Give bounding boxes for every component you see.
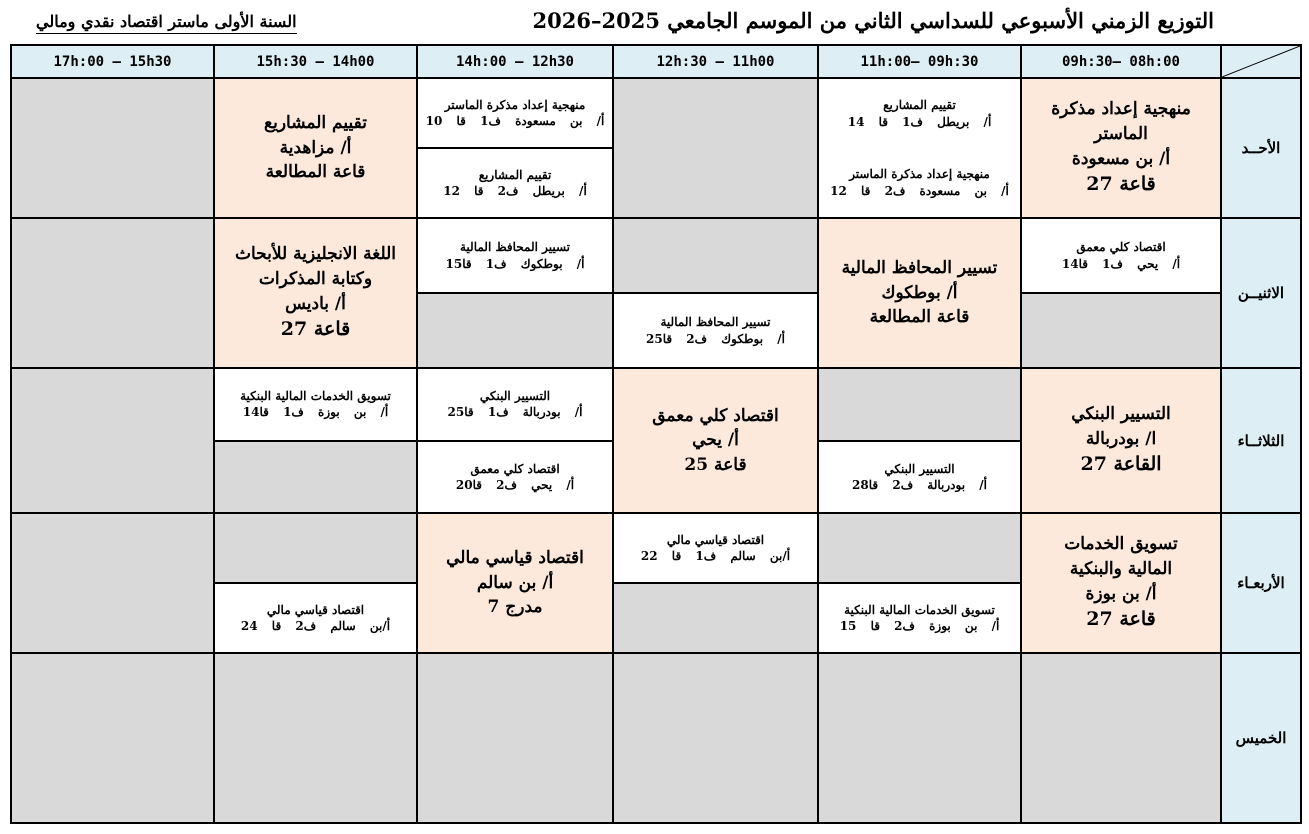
group-session [215,369,416,440]
time-slot-1: 09h:30– 08h:00 [1021,45,1221,78]
group-session [819,97,1020,129]
page-title: التوزيع الزمني الأسبوعي للسداسي الثاني من الموسم الجامعي 2025–2026 [532,8,1214,33]
day-monday: الاثنيــن [1221,218,1301,368]
split-cell [613,513,818,653]
group-info: أ/ بن بوزة ف2 قا 15 [839,619,1000,633]
course-name: منهجية إعداد مذكرة الماستر [849,167,990,182]
group-session [614,514,817,582]
group-session [215,582,416,652]
class-cell [214,218,417,368]
page-subtitle: السنة الأولى ماستر اقتصاد نقدي ومالي [36,12,297,34]
time-header-row [11,45,1301,78]
teacher: أ/ باديس [285,293,346,314]
course-name: اقتصاد كلي معمق [470,461,560,476]
group-session [418,369,612,440]
empty-half [614,582,817,652]
row-wednesday [11,513,1301,653]
group-info: أ/ بن مسعودة ف1 قا 10 [425,114,605,128]
empty-half [614,219,817,292]
course-name: تسيير المحافظ المالية [660,315,771,330]
empty-half [418,292,612,367]
course-name: تقييم المشاريع [264,113,367,134]
course-name: تسويق الخدمات المالية البنكية [240,389,391,404]
room: القاعة 27 [1080,453,1162,476]
course-name-cont: المالية والبنكية [1069,558,1173,579]
group-session [819,166,1020,198]
group-info: أ/ بن مسعودة ف2 قا 12 [830,183,1009,198]
empty-cell [11,368,214,513]
group-info: أ/ بوطكوك ف2 قا25 [646,331,785,346]
course-name: اقتصاد كلي معمق [652,405,779,426]
group-session [614,292,817,367]
split-cell [214,368,417,513]
course-name: اللغة الانجليزية للأبحاث [234,244,396,265]
time-slot-3: 12h:30 – 11h00 [613,45,818,78]
course-name: التسيير البنكي [1071,404,1171,425]
group-session [418,219,612,292]
teacher: أ/ مزاهدية [279,137,352,158]
course-name: التسيير البنكي [479,389,551,404]
row-tuesday [11,368,1301,513]
teacher: أ/ يحي [692,430,739,451]
teacher: أ/ بن بوزة [1085,583,1157,604]
empty-cell [417,653,613,823]
day-thursday: الخميس [1221,653,1301,823]
group-session [418,79,612,147]
teacher: أ/ بن سالم [476,572,554,593]
room: قاعة المطالعة [869,307,970,328]
group-info: أ/ بن بوزة ف1 قا14 [242,405,389,420]
class-cell [214,78,417,218]
empty-cell [818,653,1021,823]
day-sunday: الأحــد [1221,78,1301,218]
empty-cell [1021,653,1221,823]
group-info: أ/ بريطل ف2 قا 12 [443,184,587,198]
class-cell [1021,513,1221,653]
course-name: منهجية إعداد مذكرة الماستر [444,97,586,112]
split-cell [1021,218,1221,368]
room: قاعة 25 [684,454,747,475]
time-slot-6: 17h:00 – 15h30 [11,45,214,78]
group-session [819,440,1020,513]
empty-half [819,369,1020,440]
row-thursday [11,653,1301,823]
room: مدرج 7 [487,597,543,618]
group-info: أ/ بوطكوك ف1 قا15 [445,256,585,271]
time-slot-5: 15h:30 – 14h00 [214,45,417,78]
group-info: أ/بن سالم ف2 قا 24 [240,619,391,633]
teacher: أ/ بن مسعودة [1071,148,1171,169]
class-cell [417,513,613,653]
course-name: اقتصاد قياسي مالي [266,602,365,617]
group-session [1022,219,1220,292]
empty-cell [11,513,214,653]
course-name-cont: الماستر [1094,123,1148,144]
empty-cell [11,653,214,823]
course-name: تقييم المشاريع [478,167,552,182]
empty-cell [613,653,818,823]
course-name: تسويق الخدمات [1064,534,1178,555]
course-name: اقتصاد كلي معمق [1076,240,1166,255]
course-name: تسويق الخدمات المالية البنكية [844,602,995,617]
split-cell [417,218,613,368]
group-info: أ/ بودربالة ف1 قا25 [447,405,583,420]
empty-cell [11,218,214,368]
class-cell [1021,78,1221,218]
group-info: أ/ يحي ف1 قا14 [1061,256,1181,271]
empty-half [1022,292,1220,367]
class-cell [1021,368,1221,513]
group-session [418,440,612,513]
class-cell [818,218,1021,368]
course-name: منهجية إعداد مذكرة [1051,99,1191,120]
empty-cell [613,78,818,218]
class-cell [613,368,818,513]
course-name: التسيير البنكي [884,461,955,476]
course-name: تسيير المحافظ المالية [841,258,998,279]
row-monday [11,218,1301,368]
corner-cell [1221,45,1301,78]
time-slot-2: 11h:00– 09h:30 [818,45,1021,78]
split-cell [818,368,1021,513]
empty-half [215,514,416,582]
time-slot-4: 14h:00 – 12h30 [417,45,613,78]
course-name: اقتصاد قياسي مالي [666,532,765,547]
split-cell [214,513,417,653]
teacher: ا/ بودربالة [1085,428,1157,449]
room: قاعة 27 [1086,608,1156,631]
group-info: أ/ بريطل ف1 قا 14 [847,114,992,129]
course-name: اقتصاد قياسي مالي [446,548,584,569]
split-cell [417,368,613,513]
timetable [10,44,1302,824]
split-cell [417,78,613,218]
group-session [418,147,612,217]
course-name-cont: وكتابة المذكرات [258,268,373,289]
room: قاعة 27 [1086,173,1156,196]
group-session [819,582,1020,652]
empty-half [215,440,416,513]
room: قاعة 27 [280,318,351,341]
empty-cell [11,78,214,218]
split-cell [818,78,1021,218]
empty-cell [214,653,417,823]
teacher: أ/ بوطكوك [881,282,958,303]
room: قاعة المطالعة [265,162,366,183]
group-info: أ/ بودربالة ف2 قا28 [852,477,987,492]
group-info: أ/ يحي ف2 قا20 [455,477,575,492]
empty-half [819,514,1020,582]
group-info: أ/بن سالم ف1 قا 22 [640,549,791,563]
course-name: تقييم المشاريع [883,98,956,113]
day-wednesday: الأربعـاء [1221,513,1301,653]
split-cell [613,218,818,368]
split-cell [818,513,1021,653]
row-sunday [11,78,1301,218]
course-name: تسيير المحافظ المالية [460,240,571,255]
day-tuesday: الثلاثــاء [1221,368,1301,513]
